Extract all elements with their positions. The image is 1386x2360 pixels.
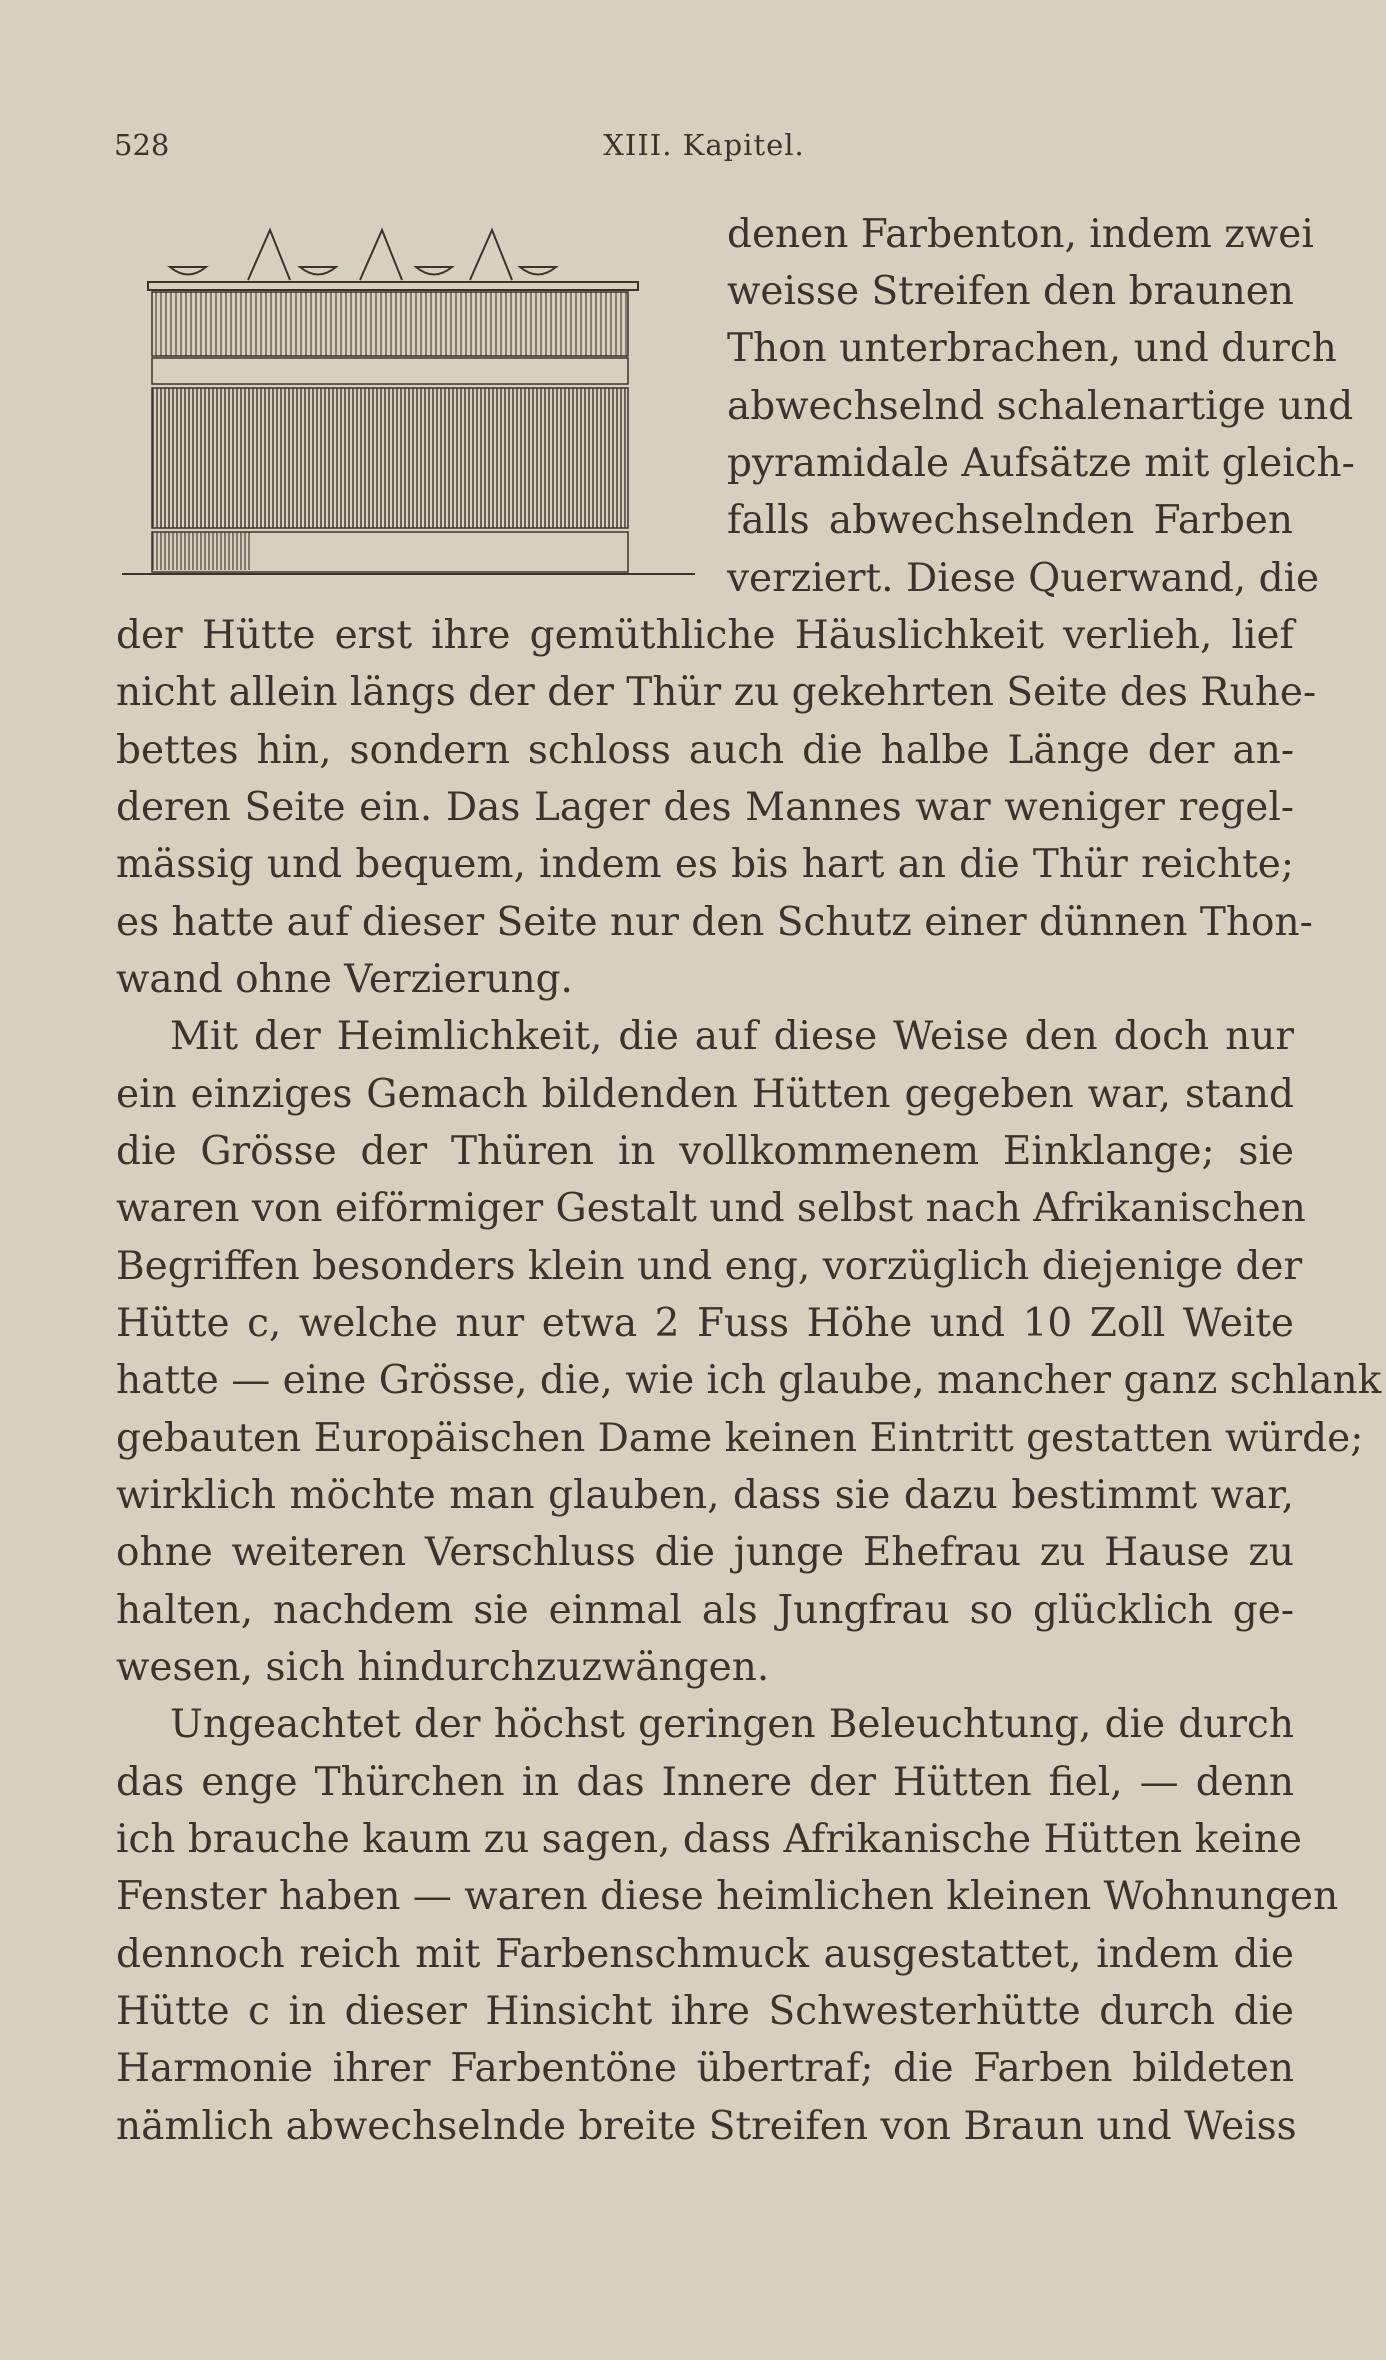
page-header [114,128,1294,168]
text-line: wirklich möchte man glauben, dass sie dazu bestimmt war, [116,1473,1294,1518]
text-line: waren von eiförmiger Gestalt und selbst nach Afrikanischen [116,1186,1306,1231]
text-line: Mit der Heimlichkeit, die auf diese Weise den doch nur [170,1014,1294,1059]
text-line: falls abwechselnden Farben [727,498,1293,543]
text-line: Ungeachtet der höchst geringen Beleuchtung, die durch [170,1702,1294,1747]
text-line: hatte — eine Grösse, die, wie ich glaube, mancher ganz schlank [116,1358,1382,1403]
running-head: XIII. Kapitel. [603,128,805,162]
text-line: Thon unterbrachen, und durch [727,326,1337,371]
text-line: pyramidale Aufsätze mit gleich- [727,441,1355,486]
text-line: Hütte c, welche nur etwa 2 Fuss Höhe und 10 Zoll Weite [116,1301,1294,1346]
text-line: ein einziges Gemach bildenden Hütten gegeben war, stand [116,1072,1294,1117]
text-line: weisse Streifen den braunen [727,269,1294,314]
text-line: nämlich abwechselnde breite Streifen von Braun und Weiss [116,2104,1297,2149]
text-line: mässig und bequem, indem es bis hart an die Thür reichte; [116,842,1294,887]
text-line: nicht allein längs der der Thür zu gekehrten Seite des Ruhe- [116,670,1317,715]
text-line: es hatte auf dieser Seite nur den Schutz einer dünnen Thon- [116,900,1313,945]
text-line: wand ohne Verzierung. [116,957,573,1002]
text-line: deren Seite ein. Das Lager des Mannes war weniger regel- [116,785,1294,830]
text-line: abwechselnd schalenartige und [727,384,1354,429]
text-line: Hütte c in dieser Hinsicht ihre Schwesterhütte durch die [116,1989,1294,2034]
text-line: Harmonie ihrer Farbentöne übertraf; die Farben bildeten [116,2046,1294,2091]
text-line: bettes hin, sondern schloss auch die halbe Länge der an- [116,728,1294,773]
text-line: der Hütte erst ihre gemüthliche Häuslichkeit verlieh, lief [116,613,1294,658]
text-line: ohne weiteren Verschluss die junge Ehefrau zu Hause zu [116,1530,1294,1575]
hut-partition-wall-figure [120,222,700,587]
page-number: 528 [114,128,170,162]
text-line: denen Farbenton, indem zwei [727,212,1314,257]
text-line: halten, nachdem sie einmal als Jungfrau so glücklich ge- [116,1588,1294,1633]
text-line: die Grösse der Thüren in vollkommenem Einklange; sie [116,1129,1294,1174]
text-line: Begriffen besonders klein und eng, vorzüglich diejenige der [116,1244,1303,1289]
hut-wall-icon [120,222,700,587]
text-line: ich brauche kaum zu sagen, dass Afrikanische Hütten keine [116,1817,1302,1862]
text-line: verziert. Diese Querwand, die [727,556,1320,601]
text-line: das enge Thürchen in das Innere der Hütten fiel, — denn [116,1760,1294,1805]
text-line: gebauten Europäischen Dame keinen Eintritt gestatten würde; [116,1416,1364,1461]
text-line: Fenster haben — waren diese heimlichen kleinen Wohnungen [116,1874,1339,1919]
text-line: dennoch reich mit Farbenschmuck ausgestattet, indem die [116,1932,1294,1977]
text-line: wesen, sich hindurchzuzwängen. [116,1645,770,1690]
